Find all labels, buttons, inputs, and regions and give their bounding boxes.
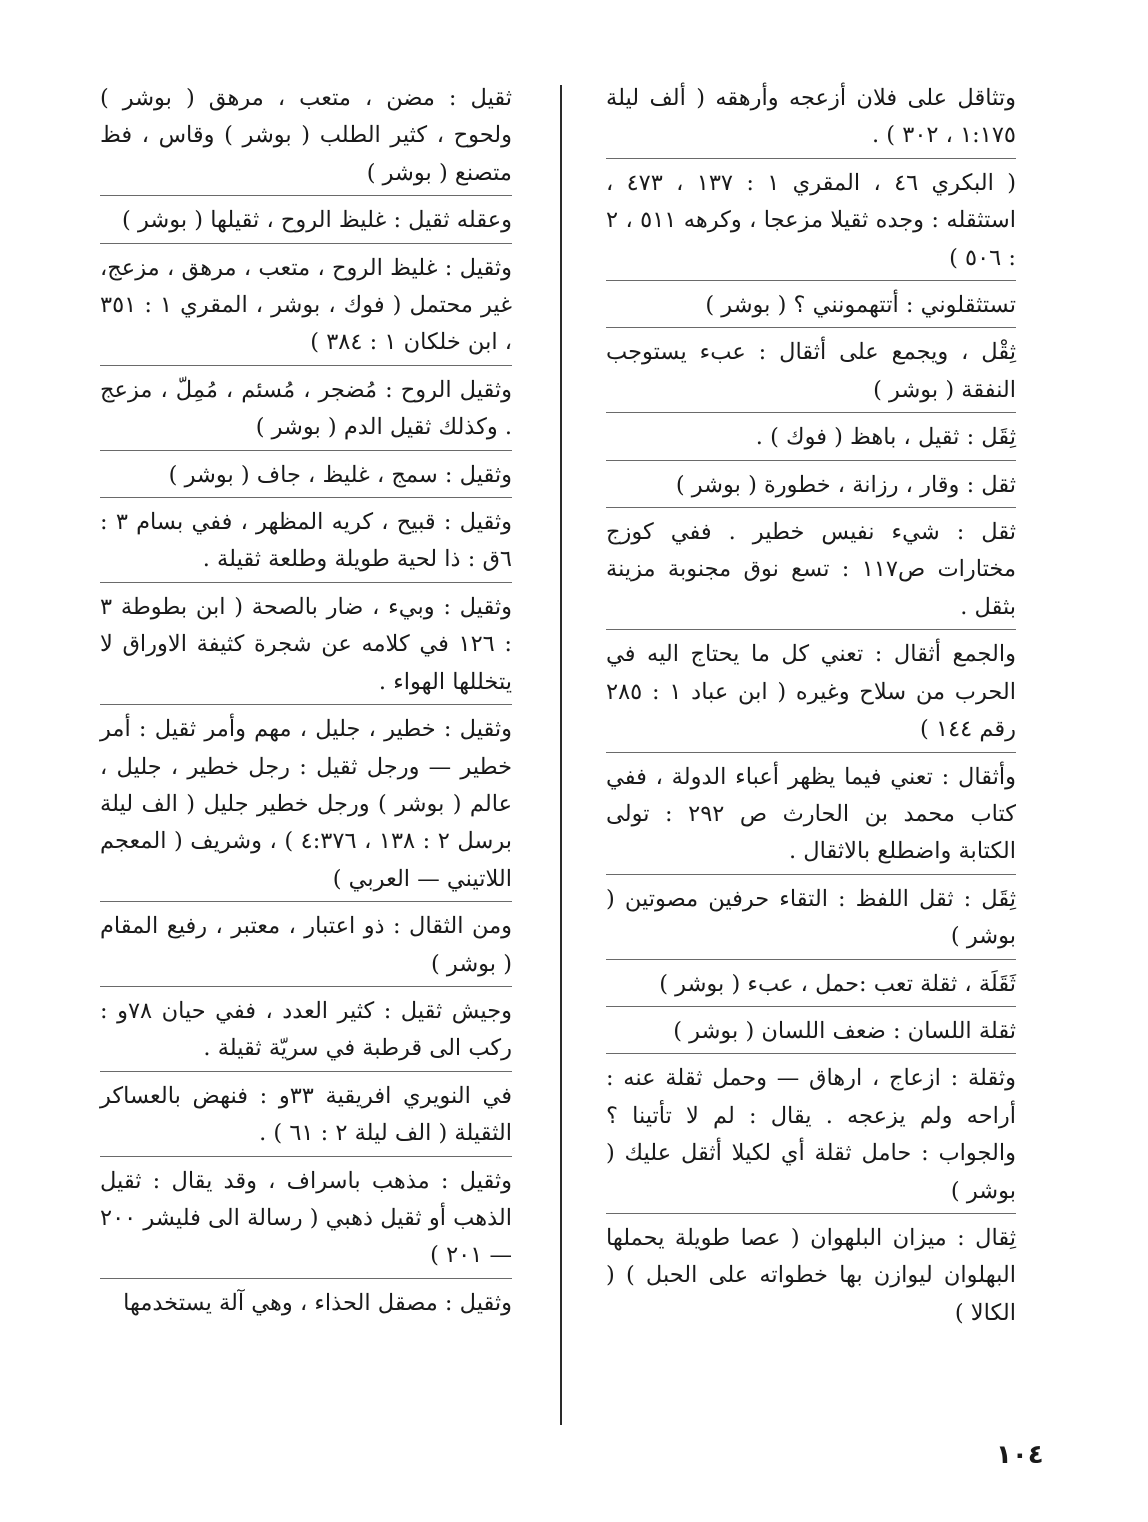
entry: ثِقْل ، ويجمع على أثقال : عبء يستوجب النفقة ( بوشر ) (606, 334, 1016, 413)
right-column (606, 80, 1016, 1341)
entry: وثقيل الروح : مُضجر ، مُسئم ، مُمِلّ ، مزعج . وكذلك ثقيل الدم ( بوشر ) (100, 372, 512, 451)
entry: ثقل : شيء نفيس خطير . ففي كوزج مختارات ص١١٧ : تسع نوق مجنوبة مزينة بثقل . (606, 514, 1016, 630)
entry: وثقيل : سمج ، غليظ ، جاف ( بوشر ) (100, 457, 512, 498)
entry: ومن الثقال : ذو اعتبار ، معتبر ، رفيع المقام ( بوشر ) (100, 908, 512, 987)
entry: ثِقال : ميزان البلهوان ( عصا طويلة يحملها البهلوان ليوازن بها خطواته على الحبل ) ( الكالا ) (606, 1224, 1016, 1326)
entry: وأثقال : تعني فيما يظهر أعباء الدولة ، ففي كتاب محمد بن الحارث ص ٢٩٢ : تولى الكتابة واضطلع بالاثقال . (606, 759, 1016, 875)
left-column (100, 80, 512, 1331)
entry: وثقيل : وبيء ، ضار بالصحة ( ابن بطوطة ٣ : ١٢٦ في كلامه عن شجرة كثيفة الاوراق لا يتخللها الهواء . (100, 589, 512, 705)
entry: ( البكري ٤٦ ، المقري ١ : ١٣٧ ، ٤٧٣ ، استثقله : وجده ثقيلا مزعجا ، وكرهه ٥١١ ، ٢ : ٥٠٦ ) (606, 165, 1016, 281)
entry: ثقل : وقار ، رزانة ، خطورة ( بوشر ) (606, 467, 1016, 508)
entry: وثقلة : ازعاج ، ارهاق — وحمل ثقلة عنه : أراحه ولم يزعجه . يقال : لم لا تأتينا ؟ والجواب : حامل ثقلة أي لكيلا أثقل عليك ( بوشر ) (606, 1060, 1016, 1214)
entry: في النويري افريقية ٣٣و : فنهض بالعساكر الثقيلة ( الف ليلة ٢ : ٦١ ) . (100, 1078, 512, 1157)
entry: ثِقَل : ثقيل ، باهظ ( فوك ) . (606, 419, 1016, 460)
entry: تستثقلوني : أتتهمونني ؟ ( بوشر ) (606, 287, 1016, 328)
entry: وثقيل : خطير ، جليل ، مهم وأمر ثقيل : أمر خطير — ورجل ثقيل : رجل خطير ، جليل ، عالم ( بوشر ) ورجل خطير جليل ( الف ليلة برسل ٢ : ١٣٨ ، ٤:٣٧٦ ) ، وشريف ( المعجم اللاتيني — العربي ) (100, 711, 512, 902)
entry: وتثاقل على فلان أزعجه وأرهقه ( ألف ليلة ١:١٧٥ ، ٣٠٢ ) . (606, 80, 1016, 159)
column-divider (560, 85, 562, 1425)
entry: وثقيل : مذهب باسراف ، وقد يقال : ثقيل الذهب أو ثقيل ذهبي ( رسالة الى فليشر ٢٠٠ — ٢٠١ ) (100, 1163, 512, 1279)
entry: وثقيل : مصقل الحذاء ، وهي آلة يستخدمها (123, 1289, 512, 1316)
entry: وثقيل : غليظ الروح ، متعب ، مرهق ، مزعج، غير محتمل ( فوك ، بوشر ، المقري ١ : ٣٥١ ، ابن خلكان ١ : ٣٨٤ ) (100, 250, 512, 366)
page-number: ١٠٤ (996, 1440, 1044, 1470)
entry: والجمع أثقال : تعني كل ما يحتاج اليه في الحرب من سلاح وغيره ( ابن عباد ١ : ٢٨٥ رقم ١٤٤ ) (606, 636, 1016, 752)
entry: ثِقَل : ثقل اللفظ : التقاء حرفين مصوتين ( بوشر ) (606, 881, 1016, 960)
entry: وجيش ثقيل : كثير العدد ، ففي حيان ٧٨و : ركب الى قرطبة في سريّة ثقيلة . (100, 993, 512, 1072)
entry: وثقيل : قبيح ، كريه المظهر ، ففي بسام ٣ : ٦ق : ذا لحية طويلة وطلعة ثقيلة . (100, 504, 512, 583)
entry: وعقله ثقيل : غليظ الروح ، ثقيلها ( بوشر ) (100, 202, 512, 243)
entry: ثقيل : مضن ، متعب ، مرهق ( بوشر ) ولحوح ، كثير الطلب ( بوشر ) وقاس ، فظ متصنع ( بوشر ) (100, 80, 512, 196)
entry: ثَقَلَة ، ثقلة تعب :حمل ، عبء ( بوشر ) (606, 966, 1016, 1007)
entry: ثقلة اللسان : ضعف اللسان ( بوشر ) (606, 1013, 1016, 1054)
